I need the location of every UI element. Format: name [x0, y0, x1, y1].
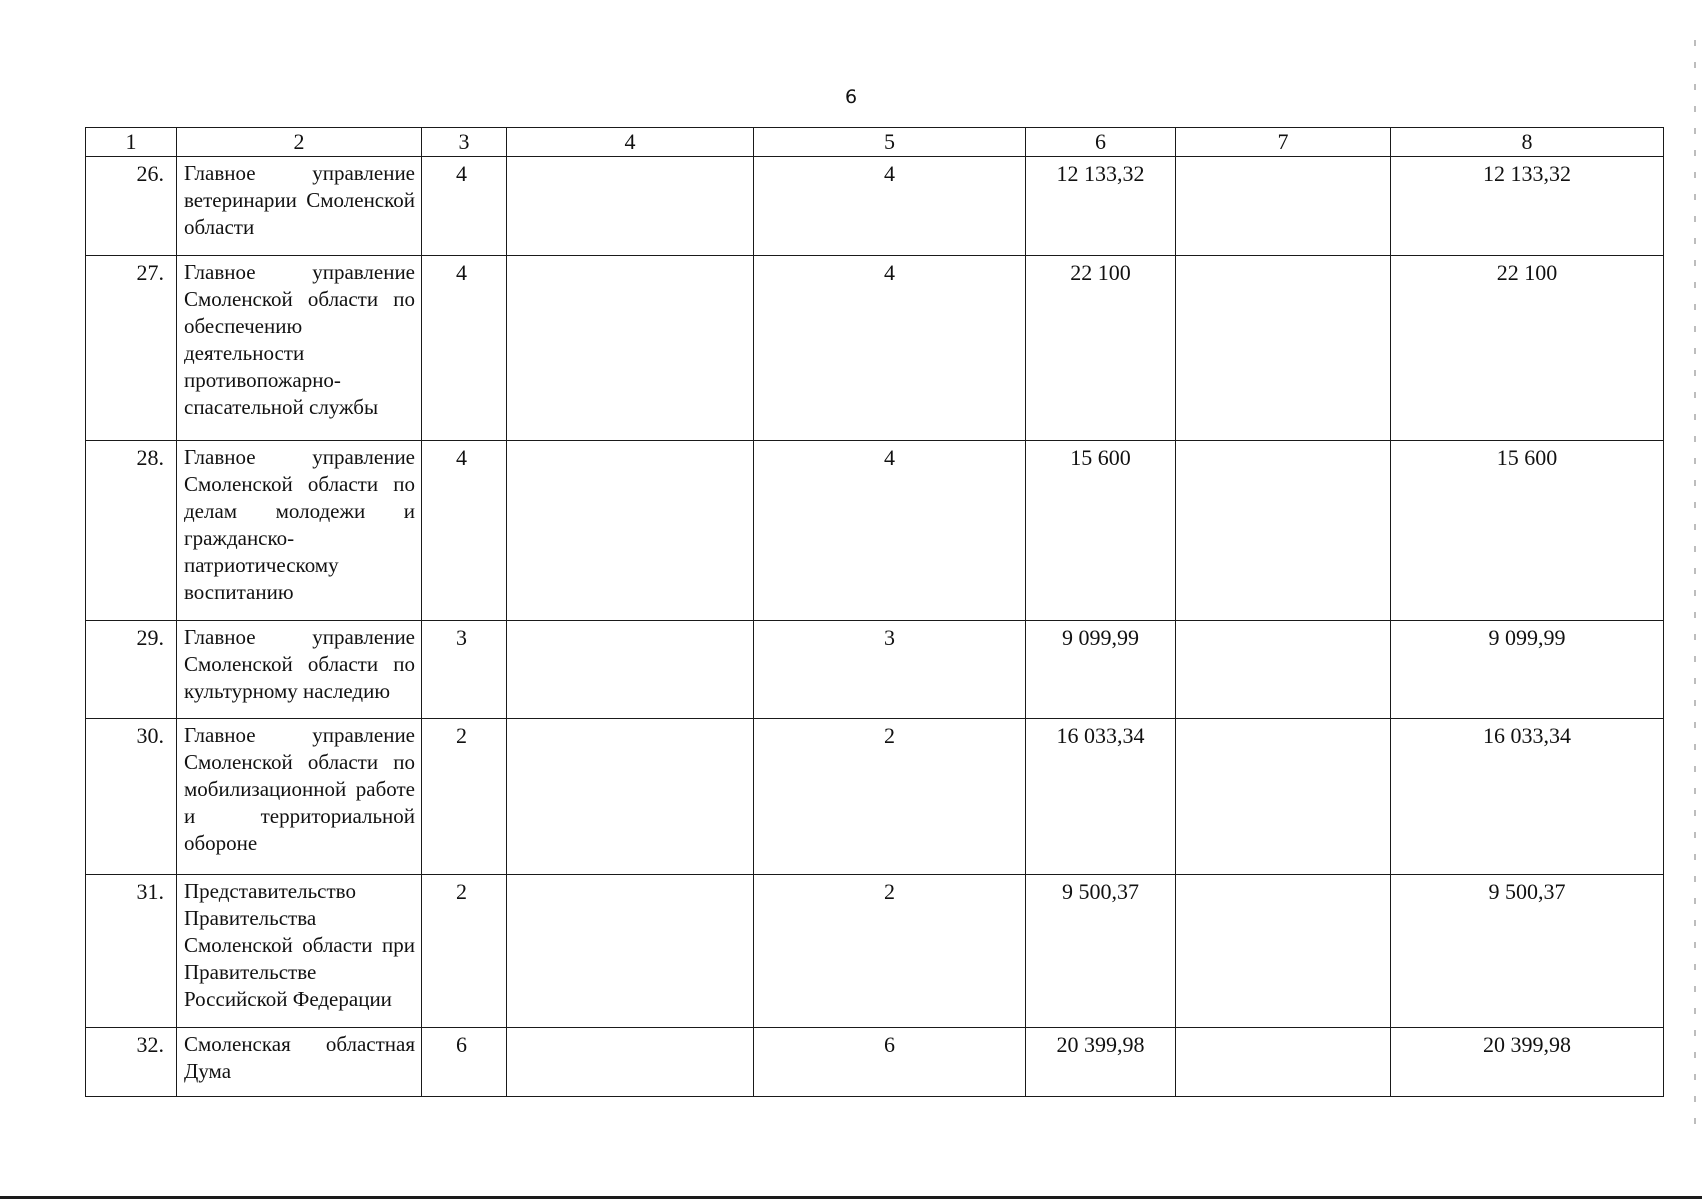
cell-col8: 20 399,98	[1391, 1028, 1664, 1097]
cell-col8: 22 100	[1391, 256, 1664, 441]
table-row	[86, 875, 1664, 1028]
cell-col8: 9 099,99	[1391, 621, 1664, 719]
cell-col7	[1176, 1028, 1391, 1097]
column-header: 5	[754, 128, 1026, 157]
table-row	[86, 256, 1664, 441]
row-number: 31.	[86, 875, 177, 1028]
row-number: 32.	[86, 1028, 177, 1097]
cell-col6: 9 500,37	[1026, 875, 1176, 1028]
cell-col5: 3	[754, 621, 1026, 719]
cell-col3: 2	[422, 719, 507, 875]
organization-name: Представительство Правительства Смоленской области при Правительстве Российской Федерации	[177, 875, 422, 1028]
cell-col4	[507, 1028, 754, 1097]
row-number: 30.	[86, 719, 177, 875]
cell-col3: 4	[422, 157, 507, 256]
cell-col6: 9 099,99	[1026, 621, 1176, 719]
scan-bottom-edge	[0, 1196, 1702, 1199]
row-number: 26.	[86, 157, 177, 256]
cell-col3: 4	[422, 256, 507, 441]
cell-col5: 2	[754, 875, 1026, 1028]
cell-col7	[1176, 875, 1391, 1028]
cell-col5: 4	[754, 441, 1026, 621]
organization-name: Главное управление Смоленской области по обеспечению деятельности противопожарно-спасательной службы	[177, 256, 422, 441]
table-row	[86, 441, 1664, 621]
cell-col7	[1176, 157, 1391, 256]
cell-col6: 12 133,32	[1026, 157, 1176, 256]
cell-col6: 22 100	[1026, 256, 1176, 441]
organization-name: Главное управление ветеринарии Смоленской области	[177, 157, 422, 256]
cell-col3: 2	[422, 875, 507, 1028]
cell-col4	[507, 256, 754, 441]
table-row	[86, 719, 1664, 875]
cell-col5: 6	[754, 1028, 1026, 1097]
cell-col8: 12 133,32	[1391, 157, 1664, 256]
table-row	[86, 1028, 1664, 1097]
table-header-row	[86, 128, 1664, 157]
organization-name: Смоленская областная Дума	[177, 1028, 422, 1097]
row-number: 28.	[86, 441, 177, 621]
row-number: 27.	[86, 256, 177, 441]
cell-col7	[1176, 256, 1391, 441]
cell-col3: 3	[422, 621, 507, 719]
cell-col5: 4	[754, 157, 1026, 256]
cell-col4	[507, 157, 754, 256]
cell-col6: 15 600	[1026, 441, 1176, 621]
column-header: 3	[422, 128, 507, 157]
cell-col4	[507, 621, 754, 719]
organization-name: Главное управление Смоленской области по культурному наследию	[177, 621, 422, 719]
organization-name: Главное управление Смоленской области по мобилизационной работе и территориальной обороне	[177, 719, 422, 875]
cell-col5: 2	[754, 719, 1026, 875]
cell-col5: 4	[754, 256, 1026, 441]
column-header: 2	[177, 128, 422, 157]
column-header: 7	[1176, 128, 1391, 157]
cell-col4	[507, 441, 754, 621]
column-header: 8	[1391, 128, 1664, 157]
organization-name: Главное управление Смоленской области по делам молодежи и гражданско-патриотическому воспитанию	[177, 441, 422, 621]
cell-col6: 20 399,98	[1026, 1028, 1176, 1097]
column-header: 6	[1026, 128, 1176, 157]
cell-col7	[1176, 719, 1391, 875]
table-row	[86, 621, 1664, 719]
cell-col8: 9 500,37	[1391, 875, 1664, 1028]
cell-col8: 15 600	[1391, 441, 1664, 621]
cell-col4	[507, 719, 754, 875]
row-number: 29.	[86, 621, 177, 719]
cell-col7	[1176, 441, 1391, 621]
data-table	[85, 127, 1664, 1097]
column-header: 4	[507, 128, 754, 157]
scan-edge-marks	[1694, 40, 1696, 1140]
cell-col3: 6	[422, 1028, 507, 1097]
cell-col3: 4	[422, 441, 507, 621]
cell-col7	[1176, 621, 1391, 719]
cell-col4	[507, 875, 754, 1028]
page-number: 6	[844, 86, 858, 108]
cell-col8: 16 033,34	[1391, 719, 1664, 875]
column-header: 1	[86, 128, 177, 157]
cell-col6: 16 033,34	[1026, 719, 1176, 875]
table-row	[86, 157, 1664, 256]
